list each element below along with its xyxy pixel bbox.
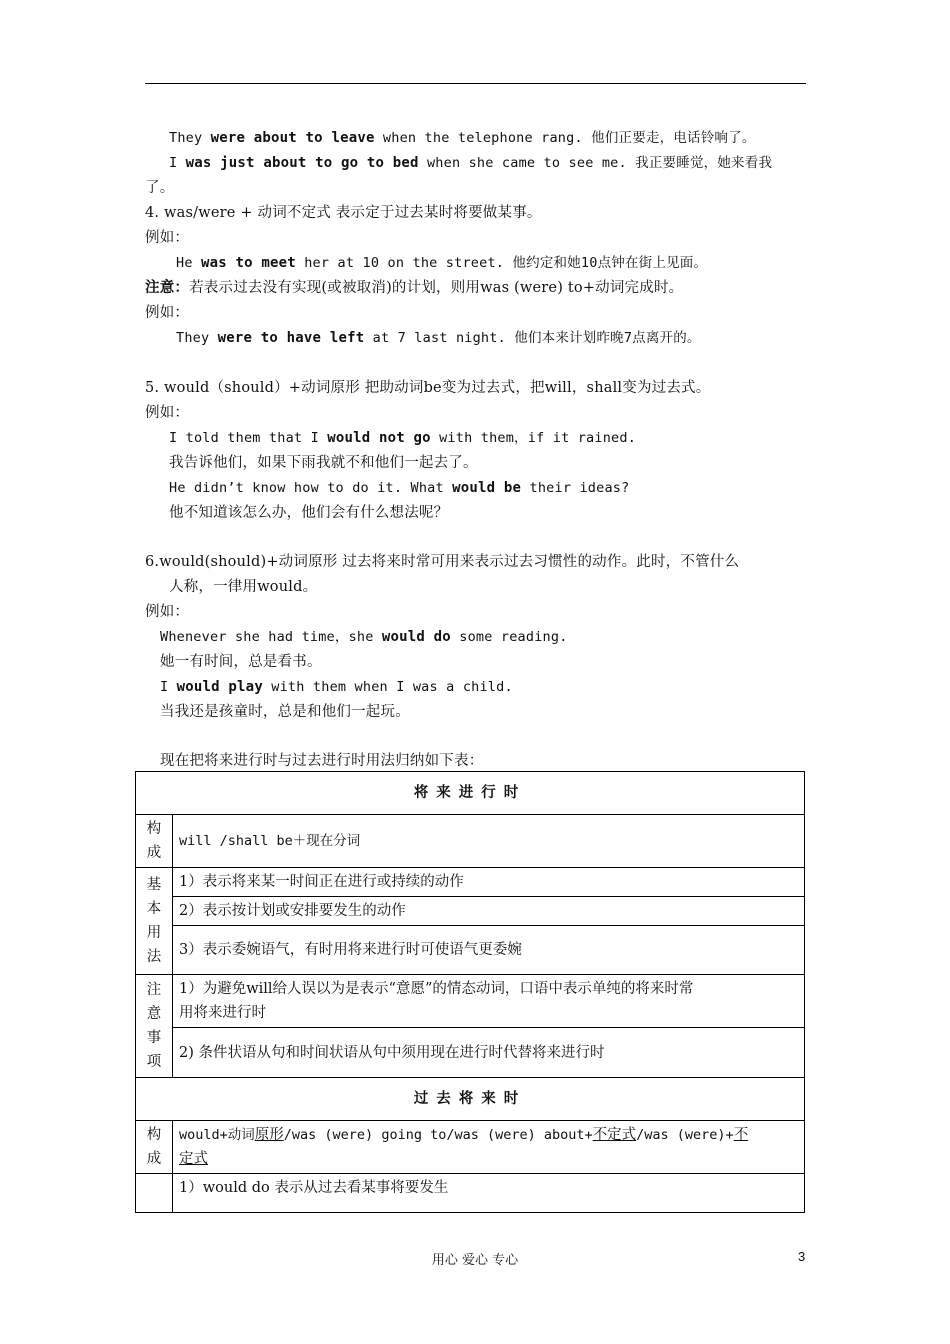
table-row	[136, 975, 805, 1028]
translation-line: 当我还是孩童时，总是和他们一起玩。	[160, 704, 410, 720]
text-line: 了。	[145, 180, 175, 196]
table-row	[136, 926, 805, 975]
page-footer: 用心 爱心 专心	[431, 1253, 519, 1268]
example-line: He was to meet her at 10 on the street. 他约定和她10点钟在街上见面。	[176, 255, 708, 271]
header-rule	[145, 83, 806, 84]
example-label: 例如：	[145, 604, 190, 620]
section-heading: 4. was/were + 动词不定式 表示定于过去某时将要做某事。	[145, 205, 542, 221]
future-form-cell: will /shall be＋现在分词	[173, 815, 805, 868]
example-line: I was just about to go to bed when she came to see me. 我正要睡觉，她来看我	[169, 155, 773, 171]
example-line: I told them that I would not go with them，if it rained.	[169, 430, 637, 446]
example-label: 例如：	[145, 305, 190, 321]
tense-summary-table	[135, 771, 805, 1213]
past-usage-cell: 1）would do 表示从过去看某事将要发生	[173, 1174, 805, 1213]
note-cell: 2) 条件状语从句和时间状语从句中须用现在进行时代替将来进行时	[173, 1028, 805, 1078]
table-row	[136, 1174, 805, 1213]
usage-cell: 1）表示将来某一时间正在进行或持续的动作	[173, 868, 805, 897]
section-heading: 5. would（should）+动词原形 把助动词be变为过去式，把will，shall变为过去式。	[145, 380, 711, 396]
note-line: 注意：若表示过去没有实现(或被取消)的计划，则用was (were) to+动词完成时。	[145, 279, 684, 296]
table-row	[136, 1121, 805, 1174]
future-in-past-heading: 过去将来时	[136, 1078, 805, 1121]
table-row	[136, 1078, 805, 1121]
empty-label	[136, 1174, 173, 1213]
table-row	[136, 772, 805, 815]
usage-cell: 2）表示按计划或安排要发生的动作	[173, 897, 805, 926]
form-label: 构 成	[136, 815, 173, 868]
table-row	[136, 897, 805, 926]
table-row	[136, 868, 805, 897]
section-heading: 6.would(should)+动词原形 过去将来时常可用来表示过去习惯性的动作。此时，不管什么	[145, 554, 740, 570]
future-progressive-heading: 将来进行时	[136, 772, 805, 815]
notes-label: 注 意 事 项	[136, 975, 173, 1078]
section-heading-cont: 人称，一律用would。	[169, 579, 318, 595]
example-line: They were to have left at 7 last night. 他们本来计划昨晚7点离开的。	[176, 330, 701, 346]
translation-line: 他不知道该怎么办，他们会有什么想法呢？	[169, 505, 449, 521]
table-row	[136, 815, 805, 868]
usage-label: 基 本 用 法	[136, 868, 173, 975]
note-cell: 1）为避免will给人误以为是表示“意愿”的情态动词，口语中表示单纯的将来时常 用将来进行时	[173, 975, 805, 1028]
example-line: I would play with them when I was a child.	[160, 679, 513, 695]
usage-cell: 3）表示委婉语气，有时用将来进行时可使语气更委婉	[173, 926, 805, 975]
form-label: 构 成	[136, 1121, 173, 1174]
translation-line: 她一有时间，总是看书。	[160, 654, 322, 670]
page-number: 3	[798, 1249, 806, 1264]
example-line: He didn’t know how to do it. What would be their ideas?	[169, 480, 630, 496]
example-line: Whenever she had time，she would do some reading.	[160, 629, 568, 645]
past-form-cell: would+动词原形/was (were) going to/was (were) about+不定式/was (were)+不 定式	[173, 1121, 805, 1174]
example-label: 例如：	[145, 405, 190, 421]
translation-line: 我告诉他们，如果下雨我就不和他们一起去了。	[169, 455, 478, 471]
example-label: 例如：	[145, 230, 190, 246]
example-line: They were about to leave when the telephone rang. 他们正要走，电话铃响了。	[169, 130, 756, 146]
table-intro: 现在把将来进行时与过去进行时用法归纳如下表：	[160, 753, 484, 769]
table-row	[136, 1028, 805, 1078]
